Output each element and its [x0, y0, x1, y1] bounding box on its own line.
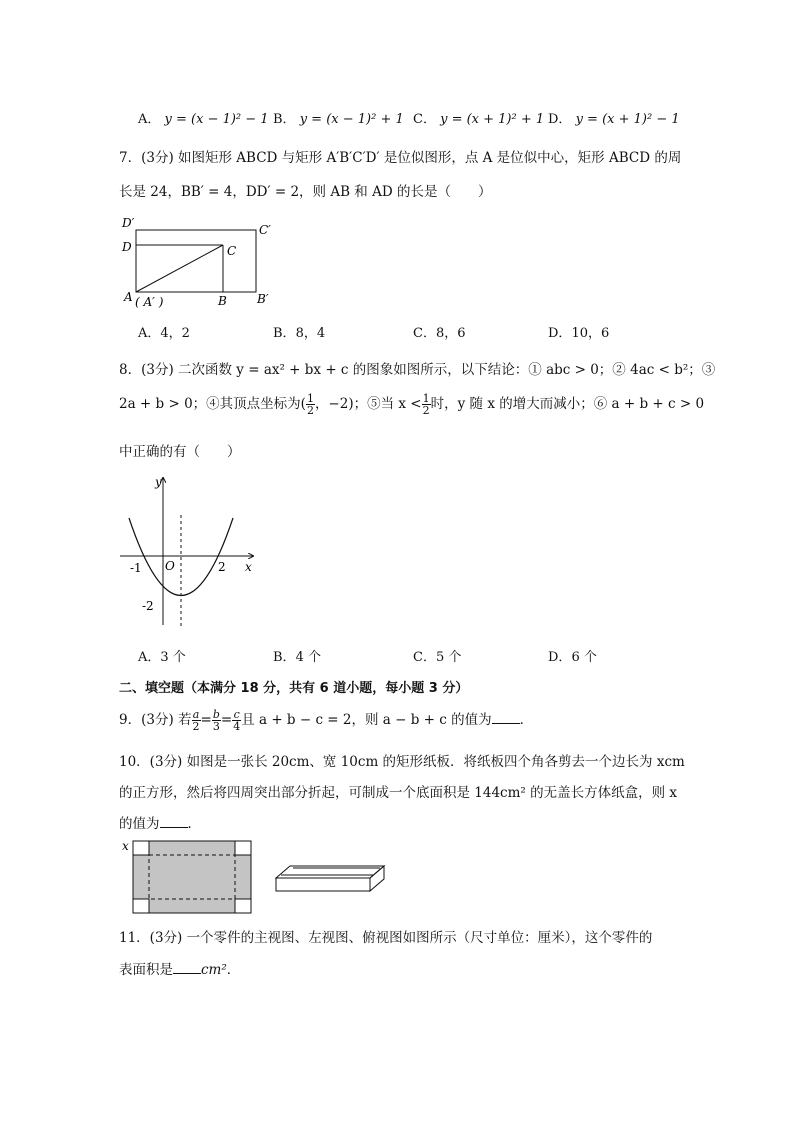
q6-option-b — [273, 108, 404, 127]
q8-stem-line2 — [119, 392, 704, 416]
q9-end: ． — [519, 712, 534, 728]
q10-end: ． — [187, 816, 201, 832]
q7-stem-line2: 长是 24，BB′ = 4，DD′ = 2，则 AB 和 AD 的长是（ ） — [119, 184, 492, 200]
option-label: A． — [138, 326, 161, 341]
fraction-one-half — [306, 393, 315, 416]
option-label: B． — [273, 112, 296, 127]
label-neg2: -2 — [142, 599, 154, 613]
option-label: D． — [548, 326, 572, 341]
fraction-a-over-2 — [192, 709, 201, 732]
q9-suffix: 且 a + b − c = 2，则 a − b + c 的值为 — [241, 712, 492, 728]
q6-option-a — [138, 108, 269, 127]
q7-option-c — [413, 322, 466, 341]
fraction-num: c — [233, 708, 240, 721]
option-label: C． — [413, 650, 436, 665]
q7-option-b — [273, 322, 325, 341]
q10-stem-line2: 的正方形，然后将四周突出部分折起，可制成一个底面积是 144cm² 的无盖长方体纸盒，则 x — [119, 785, 678, 801]
q11-stem-line1: 11．(3分) 一个零件的主视图、左视图、俯视图如图所示（尺寸单位：厘米），这个零件的 — [119, 930, 653, 946]
q11-line2-text: 表面积是 — [119, 962, 173, 978]
label-c: C — [227, 244, 237, 258]
option-label: D． — [548, 112, 572, 127]
fraction-den: 2 — [306, 404, 314, 417]
option-label: B． — [273, 326, 296, 341]
q9-prefix: 9．(3分) 若 — [119, 712, 192, 728]
box-front-face — [276, 878, 370, 891]
cut-corner-top-left — [133, 841, 149, 855]
q10-stem-line1: 10．(3分) 如图是一张长 20cm、宽 10cm 的矩形纸板．将纸板四个角各剪去一个边长为 xcm — [119, 754, 685, 770]
label-c-prime: C′ — [259, 223, 271, 237]
option-label: A． — [138, 650, 161, 665]
q8-option-a — [138, 646, 186, 665]
option-text: 6 个 — [571, 650, 597, 665]
option-label: B． — [273, 650, 296, 665]
equals-sign: = — [200, 712, 212, 728]
box-side-face — [370, 866, 384, 891]
q10-cardboard-figure — [118, 836, 398, 918]
option-text: 10，6 — [571, 326, 610, 341]
label-x: x — [245, 560, 252, 574]
q7-option-d — [548, 322, 609, 341]
option-text: 4，2 — [160, 326, 190, 341]
fraction-num: a — [192, 708, 200, 721]
label-d-prime: D′ — [122, 216, 135, 230]
answer-blank[interactable] — [160, 826, 188, 828]
option-text: 5 个 — [435, 650, 462, 665]
q7-stem-line1: 7．(3分) 如图矩形 ABCD 与矩形 A′B′C′D′ 是位似图形，点 A 是位似中心，矩形 ABCD 的周 — [119, 150, 682, 166]
label-neg1: -1 — [130, 561, 142, 575]
option-label: A． — [138, 112, 161, 127]
equals-sign: = — [220, 712, 233, 728]
option-text: 4 个 — [295, 650, 321, 665]
fraction-den: 4 — [233, 720, 241, 733]
label-y: y — [155, 475, 162, 489]
label-b: B — [218, 294, 227, 308]
q8-option-b — [273, 646, 321, 665]
option-expr: y = (x − 1)² + 1 — [299, 112, 404, 127]
option-text: 8，6 — [435, 326, 466, 341]
answer-blank[interactable] — [492, 722, 520, 724]
q8-option-c — [413, 646, 461, 665]
option-expr: y = (x − 1)² − 1 — [164, 112, 269, 127]
q8-stem-line1: 8．(3分) 二次函数 y = ax² + bx + c 的图象如图所示，以下结论：① abc > 0；② 4ac < b²；③ — [119, 362, 716, 378]
cut-corner-bottom-right — [235, 899, 251, 913]
fraction-den: 2 — [422, 404, 430, 417]
option-label: C． — [413, 326, 436, 341]
fraction-num: 1 — [422, 392, 430, 405]
q11-end: ． — [226, 962, 241, 978]
label-a-prime: ( A′ ) — [135, 295, 164, 309]
q7-option-a — [138, 322, 190, 341]
q6-option-d — [548, 108, 680, 127]
open-box-drawing — [276, 866, 384, 891]
q11-unit: cm² — [201, 962, 227, 978]
q8-line2-part-a: 2a + b > 0；④其顶点坐标为( — [119, 396, 306, 412]
fraction-num: 1 — [306, 392, 314, 405]
fraction-num: b — [212, 708, 220, 721]
q8-option-d — [548, 646, 597, 665]
q6-option-c — [413, 108, 544, 127]
fraction-den: 3 — [212, 720, 220, 733]
q9-stem — [119, 708, 533, 732]
label-b-prime: B′ — [257, 292, 269, 306]
option-label: D． — [548, 650, 572, 665]
fraction-one-half — [422, 393, 431, 416]
cut-corner-bottom-left — [133, 899, 149, 913]
label-x: x — [122, 839, 129, 853]
label-d: D — [122, 240, 132, 254]
label-two: 2 — [218, 560, 226, 574]
q8-line2-part-b: ，−2)；⑤当 x < — [314, 396, 422, 412]
option-expr: y = (x + 1)² − 1 — [575, 112, 680, 127]
fraction-den: 2 — [192, 720, 200, 733]
answer-blank[interactable] — [173, 972, 201, 974]
section-heading-fill-in: 二、填空题（本满分 18 分，共有 6 道小题，每小题 3 分） — [119, 681, 469, 696]
fraction-b-over-3 — [212, 709, 221, 732]
label-a: A — [124, 290, 133, 304]
q8-stem-line3: 中正确的有（ ） — [119, 444, 241, 460]
option-label: C． — [413, 112, 436, 127]
option-text: 8，4 — [295, 326, 326, 341]
shaded-middle-strip — [133, 855, 251, 899]
q10-stem-line3 — [119, 812, 201, 832]
cut-corner-top-right — [235, 841, 251, 855]
option-expr: y = (x + 1)² + 1 — [440, 112, 545, 127]
fraction-c-over-4 — [232, 709, 241, 732]
diagonal-ac — [136, 245, 223, 292]
q7-rectangle-figure — [118, 214, 278, 314]
q8-parabola-graph — [115, 470, 265, 630]
option-text: 3 个 — [160, 650, 186, 665]
q11-stem-line2 — [119, 958, 240, 978]
label-origin: O — [165, 559, 175, 573]
q10-line3-text: 的值为 — [119, 816, 160, 832]
q8-line2-part-c: 时，y 随 x 的增大而减小；⑥ a + b + c > 0 — [430, 396, 705, 412]
